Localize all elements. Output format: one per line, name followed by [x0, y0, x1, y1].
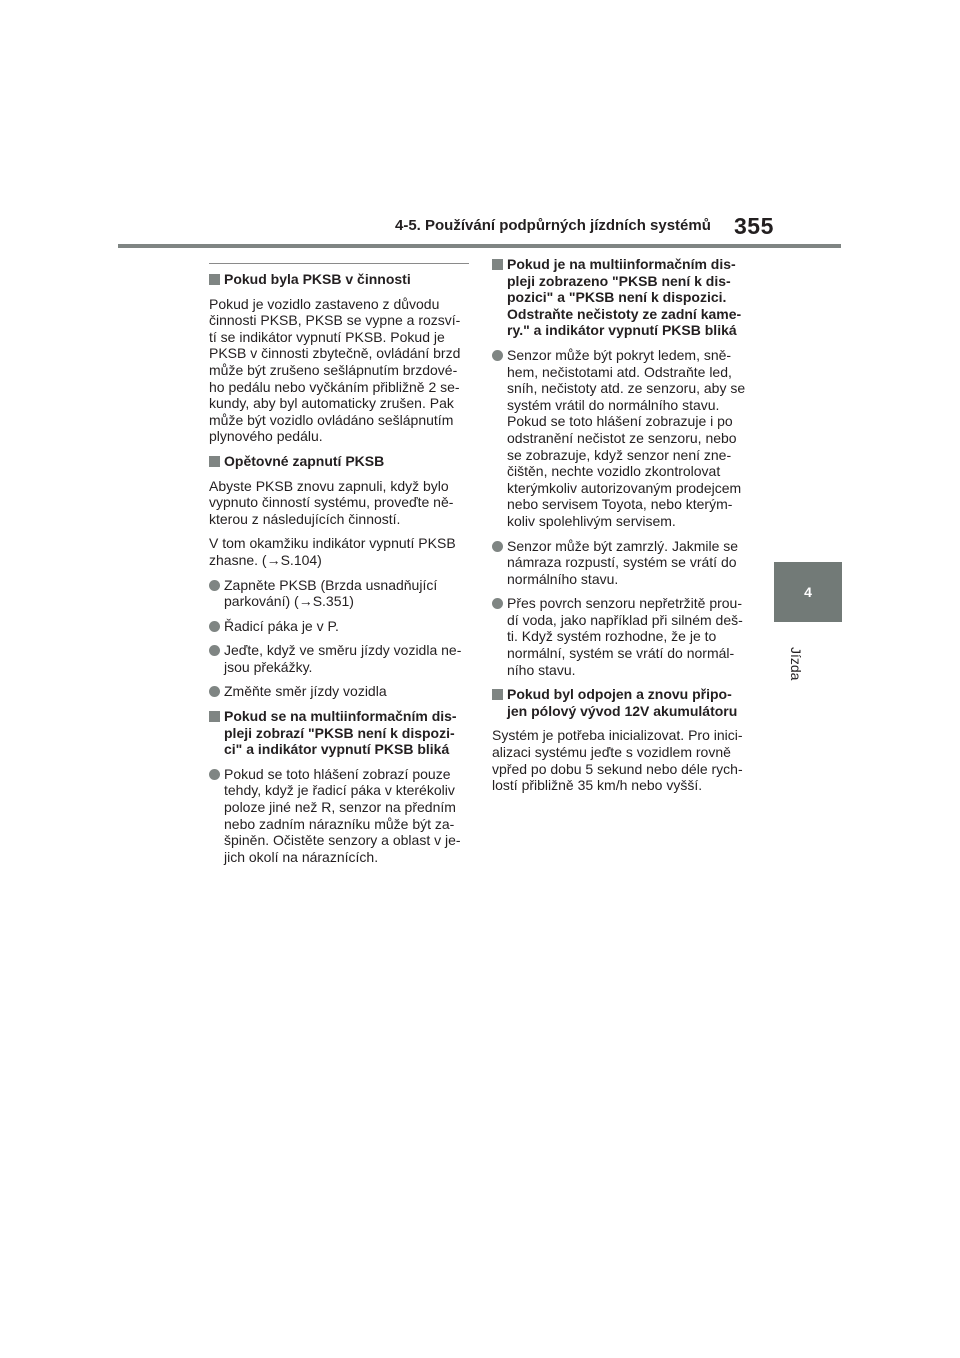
list-item	[209, 766, 469, 866]
section-title: 4-5. Používání podpůrných jízdních systémů	[395, 217, 711, 234]
heading-text: Pokud byl odpojen a znovu připo- jen pólový vývod 12V akumulátoru	[507, 686, 738, 719]
list-item-text: Zapněte PKSB (Brzda usnadňující parkování) (→S.351)	[224, 576, 438, 610]
list-item	[492, 595, 754, 678]
round-bullet-icon	[492, 598, 503, 609]
section-heading	[492, 256, 754, 339]
section-heading	[492, 686, 754, 719]
round-bullet-icon	[492, 541, 503, 552]
square-bullet-icon	[492, 689, 503, 700]
list-item	[492, 347, 754, 530]
header-divider	[118, 244, 841, 248]
list-item	[209, 577, 469, 610]
chapter-tab	[774, 562, 842, 622]
list-item-text: Přes povrch senzoru nepřetržitě prou- dí voda, jako například při silném deš- ti. Když systém rozhodne, že je to normální, systém se vrátí do normál- ního stavu.	[507, 595, 743, 678]
list-item-text: Změňte směr jízdy vozidla	[224, 683, 387, 700]
list-item-text: Pokud se toto hlášení zobrazí pouze tehdy, když je řadicí páka v kterékoliv poloze jiné než R, senzor na předním nebo zadním nárazníku může být za- špiněn. Očistěte senzory a oblast v je- jich okolí na náraznících.	[224, 765, 461, 865]
list-item-text: Jeďte, když ve směru jízdy vozidla ne- jsou překážky.	[224, 642, 462, 675]
section-heading	[209, 453, 469, 470]
square-bullet-icon	[209, 456, 220, 467]
square-bullet-icon	[492, 259, 503, 270]
list-item-text: Řadicí páka je v P.	[224, 617, 339, 634]
heading-text: Pokud byla PKSB v činnosti	[224, 271, 411, 287]
paragraph: Systém je potřeba inicializovat. Pro inici- alizaci systému jeďte s vozidlem rovně vpřed po dobu 5 sekund nebo déle rych- lostí přibližně 35 km/h nebo vyšší.	[492, 727, 743, 794]
list-item	[209, 618, 469, 635]
square-bullet-icon	[209, 274, 220, 285]
section-heading	[209, 708, 469, 758]
chapter-label: Jízda	[788, 647, 804, 681]
round-bullet-icon	[209, 686, 220, 697]
page-number: 355	[734, 213, 774, 239]
column-divider	[209, 263, 469, 264]
round-bullet-icon	[209, 580, 220, 591]
paragraph: Abyste PKSB znovu zapnuli, když bylo vypnuto činností systému, proveďte ně- kterou z následujících činností.	[209, 477, 454, 527]
paragraph: V tom okamžiku indikátor vypnutí PKSB zhasne. (→S.104)	[209, 535, 456, 568]
round-bullet-icon	[492, 350, 503, 361]
list-item	[492, 538, 754, 588]
round-bullet-icon	[209, 621, 220, 632]
list-item-text: Senzor může být pokryt ledem, sně- hem, nečistotami atd. Odstraňte led, sníh, nečistoty atd. ze senzoru, aby se systém vrátil do normálního stavu. Pokud se toto hlášení zobrazuje i po odstranění nečistot ze senzoru, nebo se zobrazuje, když senzor není zne- čištěn, nechte vozidlo zkontrolovat kterýmkoliv autorizovaným prodejcem nebo servisem Toyota, nebo kterým- koliv spolehlivým servisem.	[507, 346, 746, 529]
right-column	[492, 256, 754, 802]
heading-text: Pokud je na multiinformačním dis- pleji zobrazeno "PKSB není k dis- pozici" a "PKSB není k dispozici. Odstraňte nečistoty ze zadní kame- ry." a indikátor vypnutí PKSB bliká	[507, 256, 742, 339]
heading-text: Opětovné zapnutí PKSB	[224, 452, 385, 469]
list-item	[209, 642, 469, 675]
round-bullet-icon	[209, 645, 220, 656]
list-item-text: Senzor může být zamrzlý. Jakmile se námraza rozpustí, systém se vrátí do normálního stavu.	[507, 537, 739, 587]
heading-text: Pokud se na multiinformačním dis- pleji zobrazí "PKSB není k dispozi- ci" a indikátor vypnutí PKSB bliká	[224, 708, 457, 758]
paragraph: Pokud je vozidlo zastaveno z důvodu činnosti PKSB, PKSB se vypne a rozsví- tí se indikátor vypnutí PKSB. Pokud je PKSB v činnosti zbytečně, ovládání brzd může být zrušeno sešlápnutím brzdové- ho pedálu nebo vyčkáním přibližně 2 se- kundy, aby byl automaticky zrušen. Pak může být vozidlo ovládáno sešlápnutím plynového pedálu.	[209, 295, 461, 445]
round-bullet-icon	[209, 769, 220, 780]
chapter-number: 4	[804, 584, 812, 600]
section-heading	[209, 271, 469, 288]
left-column	[209, 256, 469, 873]
chapter-label-wrapper	[782, 647, 822, 687]
list-item	[209, 683, 469, 700]
square-bullet-icon	[209, 711, 220, 722]
